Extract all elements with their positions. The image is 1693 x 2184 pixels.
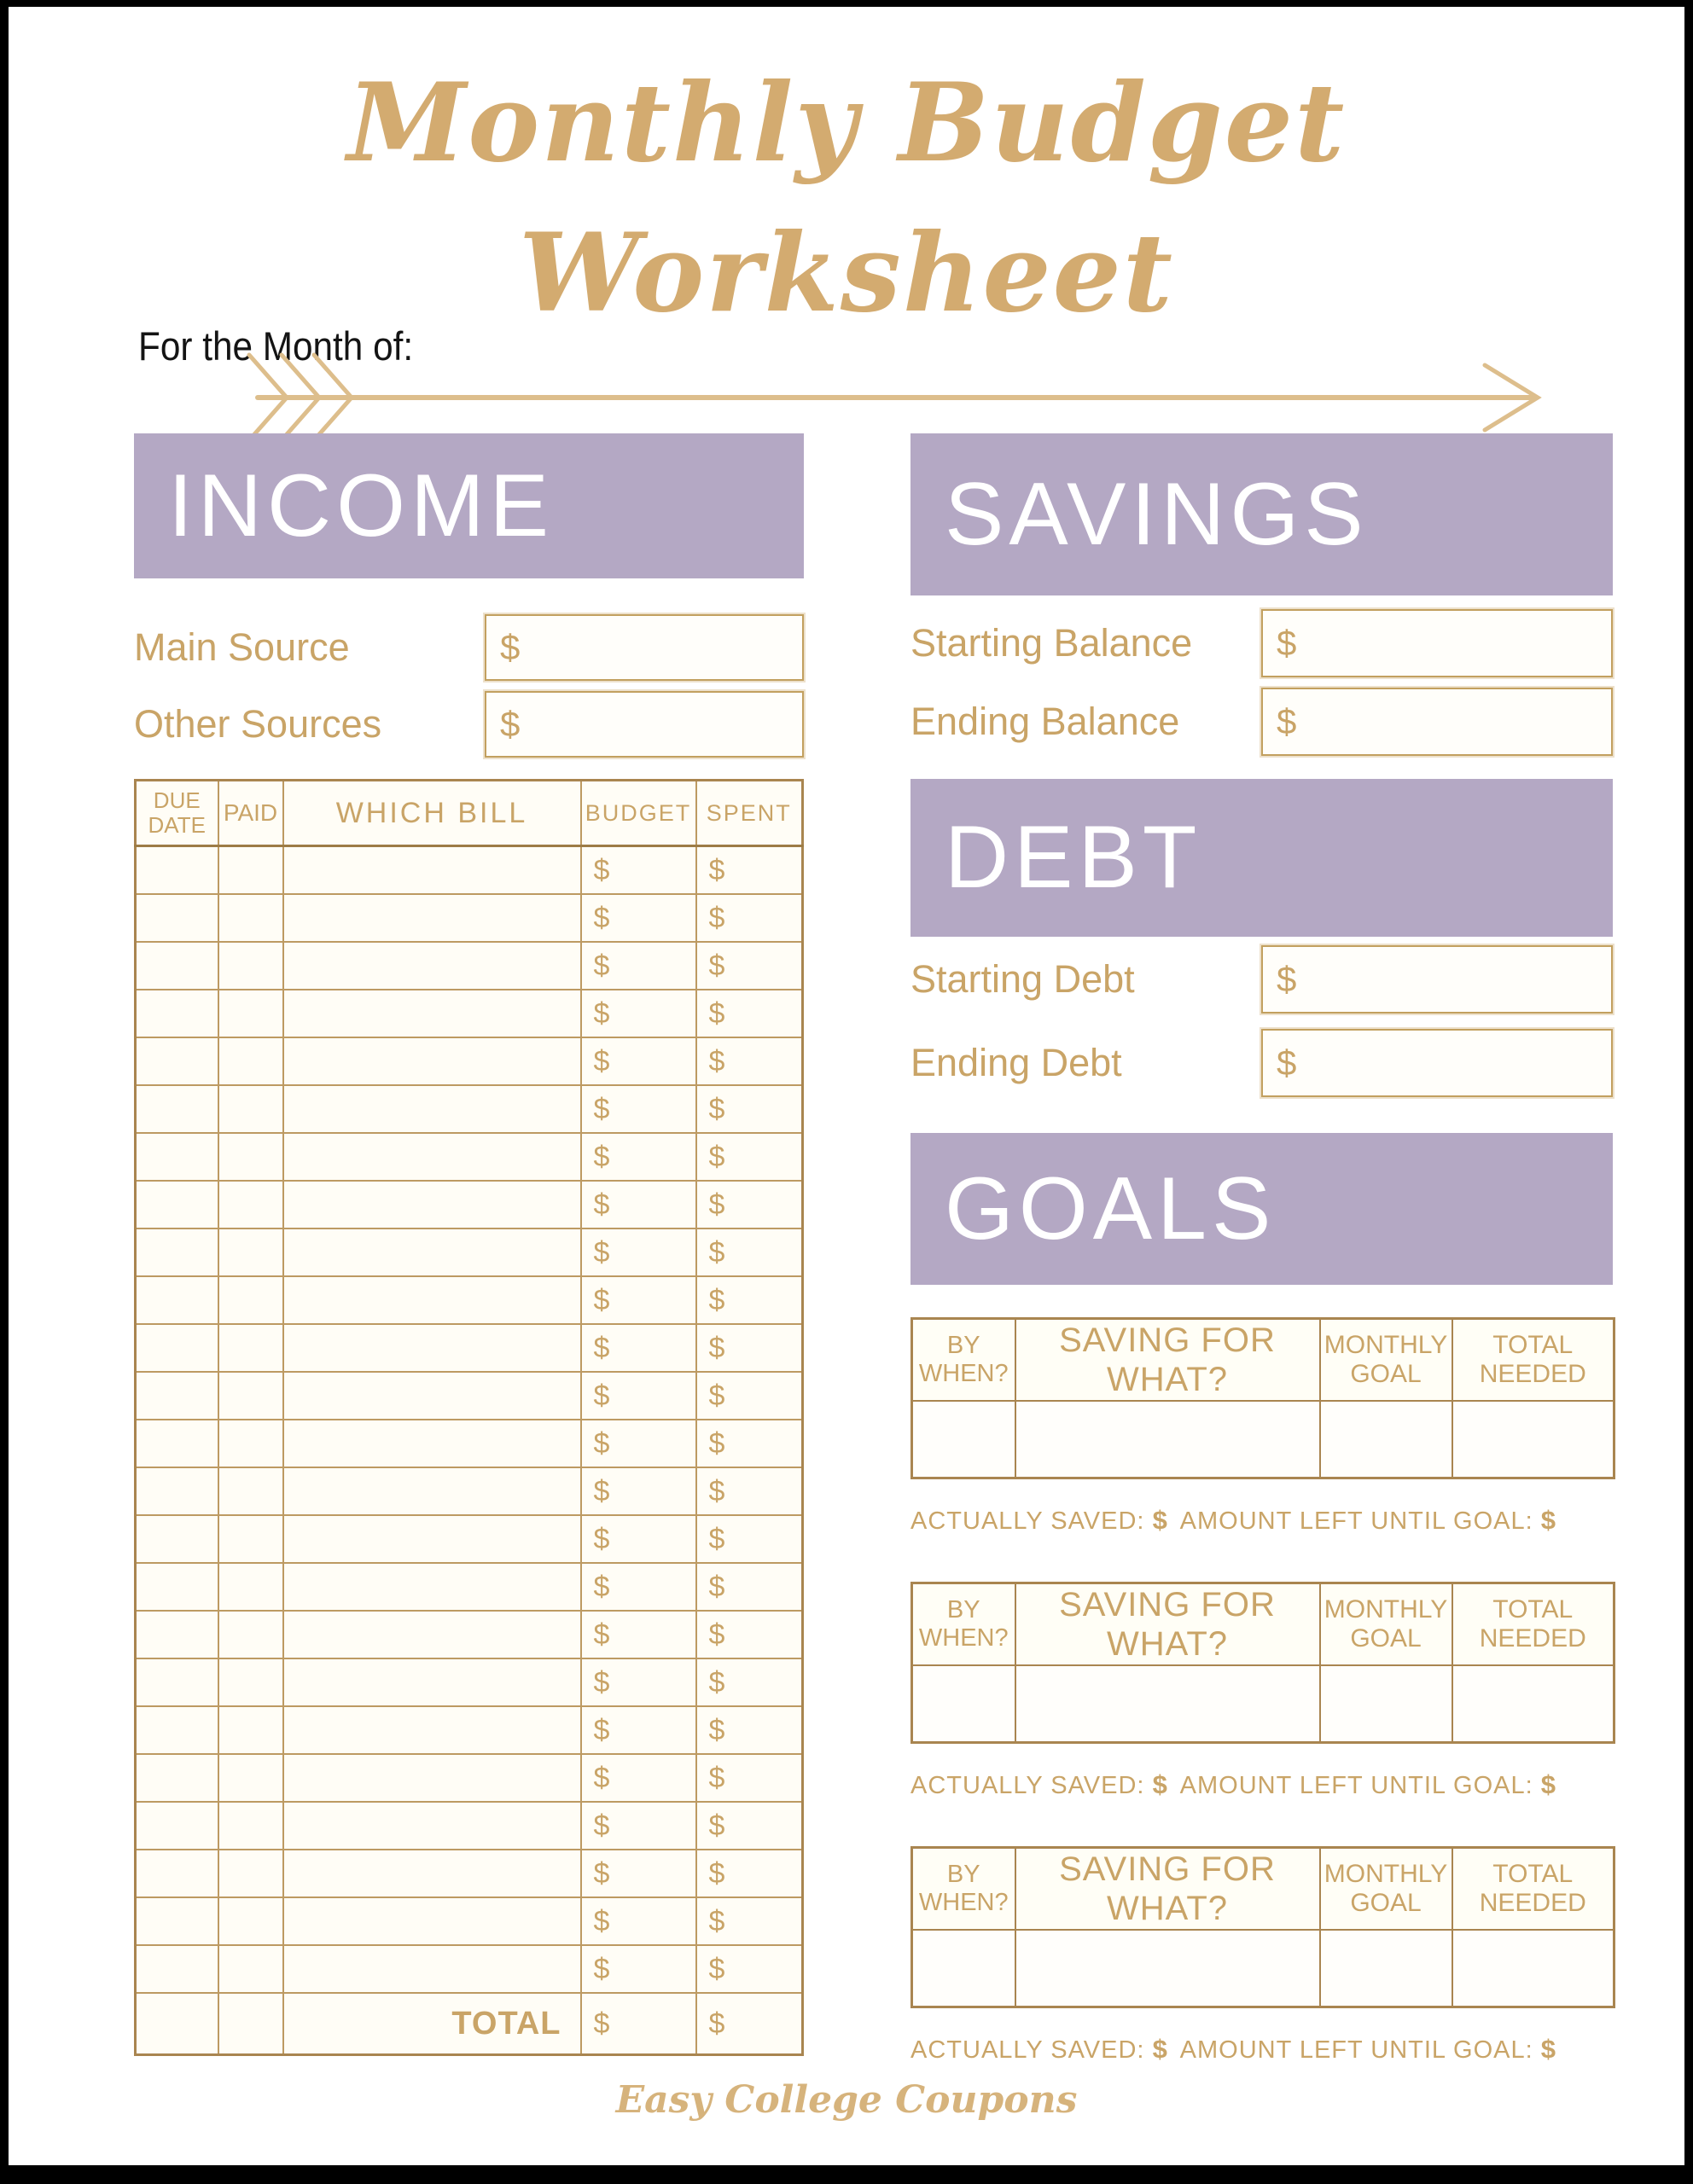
which-bill-cell[interactable]	[283, 1324, 581, 1372]
paid-cell[interactable]	[218, 990, 283, 1037]
spent-cell[interactable]: $	[696, 894, 803, 942]
bill-row	[136, 1133, 803, 1181]
budget-cell[interactable]: $	[581, 846, 696, 895]
budget-cell[interactable]: $	[581, 1706, 696, 1754]
which-bill-cell[interactable]	[283, 1897, 581, 1945]
starting-debt-row	[910, 945, 1613, 1014]
which-bill-cell[interactable]	[283, 1515, 581, 1563]
due-date-cell[interactable]	[136, 1802, 218, 1850]
actually-saved-text	[910, 2034, 1168, 2065]
col-header-by-when: BY WHEN?	[912, 1583, 1015, 1666]
actually-saved-value[interactable]: $	[1152, 1769, 1168, 1799]
budget-cell[interactable]: $	[581, 1467, 696, 1515]
spent-cell[interactable]: $	[696, 1706, 803, 1754]
income-banner	[134, 433, 804, 578]
due-date-cell[interactable]	[136, 1897, 218, 1945]
paid-cell[interactable]	[218, 1611, 283, 1658]
savings-banner	[910, 433, 1613, 595]
paid-cell[interactable]	[218, 1850, 283, 1897]
bill-row	[136, 1706, 803, 1754]
actually-saved-value[interactable]: $	[1152, 1505, 1168, 1535]
savings-banner-label: SAVINGS	[945, 464, 1369, 564]
amount-left-label: AMOUNT LEFT UNTIL GOAL:	[1179, 2036, 1533, 2064]
due-date-cell[interactable]	[136, 990, 218, 1037]
col-header-paid: PAID	[218, 781, 283, 846]
amount-left-value[interactable]: $	[1540, 1505, 1556, 1535]
due-date-cell[interactable]	[136, 1611, 218, 1658]
paid-cell[interactable]	[218, 1133, 283, 1181]
spent-cell[interactable]: $	[696, 1372, 803, 1420]
spent-cell[interactable]: $	[696, 1754, 803, 1802]
starting-debt-input[interactable]	[1261, 945, 1613, 1014]
budget-cell[interactable]: $	[581, 1658, 696, 1706]
col-header-total-needed: TOTAL NEEDED	[1452, 1583, 1614, 1666]
paid-cell[interactable]	[218, 1420, 283, 1467]
paid-cell[interactable]	[218, 1945, 283, 1993]
goal-header-row	[912, 1583, 1614, 1666]
bill-row	[136, 1324, 803, 1372]
which-bill-cell[interactable]	[283, 1706, 581, 1754]
bill-table	[134, 779, 804, 2056]
goal-header-row	[912, 1319, 1614, 1402]
goals-banner	[910, 1133, 1613, 1285]
actually-saved-label: ACTUALLY SAVED:	[910, 2036, 1145, 2064]
due-date-cell[interactable]	[136, 1754, 218, 1802]
which-bill-cell[interactable]	[283, 1085, 581, 1133]
total-budget-cell[interactable]: $	[581, 1993, 696, 2055]
goal-entry-row	[912, 1930, 1614, 2007]
bill-row	[136, 1850, 803, 1897]
bill-row	[136, 1611, 803, 1658]
spent-cell[interactable]: $	[696, 1611, 803, 1658]
which-bill-cell[interactable]	[283, 1133, 581, 1181]
goal-block-1	[910, 1317, 1613, 1536]
budget-cell[interactable]: $	[581, 1276, 696, 1324]
goal-table-3	[910, 1846, 1615, 2008]
actually-saved-text	[910, 1769, 1168, 1800]
due-date-cell[interactable]	[136, 1372, 218, 1420]
saving-for-cell[interactable]	[1015, 1930, 1320, 2007]
dollar-prefix: $	[1277, 1043, 1297, 1083]
which-bill-cell[interactable]	[283, 1563, 581, 1611]
total-needed-cell[interactable]	[1452, 1401, 1614, 1478]
bill-table-header-row	[136, 781, 803, 846]
amount-left-text	[1180, 1769, 1556, 1800]
due-date-cell[interactable]	[136, 894, 218, 942]
budget-cell[interactable]: $	[581, 1037, 696, 1085]
due-date-cell[interactable]	[136, 1324, 218, 1372]
actually-saved-value[interactable]: $	[1152, 2034, 1168, 2064]
due-date-cell[interactable]	[136, 942, 218, 990]
paid-cell[interactable]	[218, 1467, 283, 1515]
debt-banner-label: DEBT	[945, 808, 1202, 907]
amount-left-label: AMOUNT LEFT UNTIL GOAL:	[1179, 1507, 1533, 1535]
bill-row	[136, 990, 803, 1037]
col-header-which-bill: WHICH BILL	[283, 781, 581, 846]
starting-debt-label: Starting Debt	[910, 957, 1135, 1001]
amount-left-text	[1180, 1505, 1556, 1536]
due-date-cell[interactable]	[136, 1420, 218, 1467]
which-bill-cell[interactable]	[283, 1658, 581, 1706]
budget-cell[interactable]: $	[581, 1563, 696, 1611]
budget-cell[interactable]: $	[581, 1945, 696, 1993]
budget-cell[interactable]: $	[581, 1133, 696, 1181]
by-when-cell[interactable]	[912, 1401, 1015, 1478]
which-bill-cell[interactable]	[283, 1228, 581, 1276]
bill-row	[136, 1802, 803, 1850]
spent-cell[interactable]: $	[696, 1897, 803, 1945]
dollar-prefix: $	[1277, 959, 1297, 999]
actually-saved-text	[910, 1505, 1168, 1536]
paid-cell[interactable]	[218, 1085, 283, 1133]
bill-row	[136, 1658, 803, 1706]
spent-cell[interactable]: $	[696, 1467, 803, 1515]
col-header-by-when: BY WHEN?	[912, 1319, 1015, 1402]
other-sources-input[interactable]	[485, 691, 804, 758]
bill-row	[136, 1228, 803, 1276]
bill-row	[136, 894, 803, 942]
col-header-by-when: BY WHEN?	[912, 1848, 1015, 1931]
starting-balance-input[interactable]	[1261, 609, 1613, 677]
paid-cell[interactable]	[218, 1372, 283, 1420]
col-header-total-needed: TOTAL NEEDED	[1452, 1319, 1614, 1402]
col-header-saving-for: SAVING FOR WHAT?	[1015, 1848, 1320, 1931]
due-date-cell[interactable]	[136, 846, 218, 895]
bill-row	[136, 1897, 803, 1945]
debt-banner	[910, 779, 1613, 937]
goal-entry-row	[912, 1401, 1614, 1478]
which-bill-cell[interactable]	[283, 1037, 581, 1085]
actually-saved-label: ACTUALLY SAVED:	[910, 1507, 1145, 1535]
total-needed-cell[interactable]	[1452, 1665, 1614, 1743]
due-date-cell[interactable]	[136, 1085, 218, 1133]
spent-cell[interactable]: $	[696, 1324, 803, 1372]
paid-cell[interactable]	[218, 1993, 283, 2055]
goal-header-row	[912, 1848, 1614, 1931]
budget-cell[interactable]: $	[581, 1897, 696, 1945]
budget-cell[interactable]: $	[581, 1085, 696, 1133]
due-date-cell[interactable]	[136, 1515, 218, 1563]
total-label: TOTAL	[283, 1993, 581, 2055]
main-source-row	[134, 614, 804, 681]
spent-cell[interactable]: $	[696, 1420, 803, 1467]
paid-cell[interactable]	[218, 894, 283, 942]
amount-left-text	[1180, 2034, 1556, 2065]
bill-row	[136, 942, 803, 990]
which-bill-cell[interactable]	[283, 1420, 581, 1467]
due-date-cell[interactable]	[136, 1658, 218, 1706]
due-date-cell[interactable]	[136, 1276, 218, 1324]
budget-cell[interactable]: $	[581, 1324, 696, 1372]
bill-row	[136, 1420, 803, 1467]
which-bill-cell[interactable]	[283, 1945, 581, 1993]
due-date-cell[interactable]	[136, 1993, 218, 2055]
by-when-cell[interactable]	[912, 1665, 1015, 1743]
which-bill-cell[interactable]	[283, 1754, 581, 1802]
col-header-budget: BUDGET	[581, 781, 696, 846]
starting-balance-row	[910, 609, 1613, 677]
paid-cell[interactable]	[218, 1706, 283, 1754]
ending-balance-label: Ending Balance	[910, 700, 1180, 743]
which-bill-cell[interactable]	[283, 1467, 581, 1515]
bill-row	[136, 1563, 803, 1611]
spent-cell[interactable]: $	[696, 1850, 803, 1897]
dollar-prefix: $	[1277, 701, 1297, 741]
spent-cell[interactable]: $	[696, 1658, 803, 1706]
budget-cell[interactable]: $	[581, 894, 696, 942]
col-header-monthly-goal: MONTHLY GOAL	[1320, 1848, 1452, 1931]
spent-cell[interactable]: $	[696, 1515, 803, 1563]
due-date-cell[interactable]	[136, 1037, 218, 1085]
starting-balance-label: Starting Balance	[910, 621, 1193, 665]
which-bill-cell[interactable]	[283, 942, 581, 990]
bill-total-row	[136, 1993, 803, 2055]
due-date-cell[interactable]	[136, 1133, 218, 1181]
due-date-cell[interactable]	[136, 1563, 218, 1611]
ending-balance-row	[910, 688, 1613, 756]
amount-left-value[interactable]: $	[1540, 1769, 1556, 1799]
main-source-input[interactable]	[485, 614, 804, 681]
main-source-label: Main Source	[134, 625, 350, 669]
col-header-due-date: DUE DATE	[136, 781, 218, 846]
goal-stats-2	[910, 1769, 1613, 1800]
bill-row	[136, 1945, 803, 1993]
col-header-monthly-goal: MONTHLY GOAL	[1320, 1583, 1452, 1666]
which-bill-cell[interactable]	[283, 846, 581, 895]
other-sources-row	[134, 691, 804, 758]
paid-cell[interactable]	[218, 1515, 283, 1563]
goals-banner-label: GOALS	[945, 1159, 1277, 1258]
monthly-goal-cell[interactable]	[1320, 1401, 1452, 1478]
bill-row	[136, 1467, 803, 1515]
budget-cell[interactable]: $	[581, 1850, 696, 1897]
income-banner-label: INCOME	[168, 456, 554, 555]
due-date-cell[interactable]	[136, 1945, 218, 1993]
bill-row	[136, 1085, 803, 1133]
budget-cell[interactable]: $	[581, 1611, 696, 1658]
page-title: Monthly Budget Worksheet	[346, 60, 1347, 337]
ending-debt-row	[910, 1029, 1613, 1097]
dollar-prefix: $	[500, 627, 521, 667]
which-bill-cell[interactable]	[283, 1372, 581, 1420]
total-spent-cell[interactable]: $	[696, 1993, 803, 2055]
budget-cell[interactable]: $	[581, 1372, 696, 1420]
bill-table-body	[136, 846, 803, 1994]
which-bill-cell[interactable]	[283, 1611, 581, 1658]
saving-for-cell[interactable]	[1015, 1401, 1320, 1478]
which-bill-cell[interactable]	[283, 1802, 581, 1850]
bill-row	[136, 1515, 803, 1563]
col-header-saving-for: SAVING FOR WHAT?	[1015, 1583, 1320, 1666]
by-when-cell[interactable]	[912, 1930, 1015, 2007]
due-date-cell[interactable]	[136, 1228, 218, 1276]
which-bill-cell[interactable]	[283, 1850, 581, 1897]
bill-row	[136, 1276, 803, 1324]
spent-cell[interactable]: $	[696, 1037, 803, 1085]
budget-cell[interactable]: $	[581, 1754, 696, 1802]
spent-cell[interactable]: $	[696, 1181, 803, 1228]
dollar-prefix: $	[500, 704, 521, 744]
goal-entry-row	[912, 1665, 1614, 1743]
paid-cell[interactable]	[218, 846, 283, 895]
bill-row	[136, 846, 803, 895]
due-date-cell[interactable]	[136, 1181, 218, 1228]
actually-saved-label: ACTUALLY SAVED:	[910, 1772, 1145, 1799]
paid-cell[interactable]	[218, 1181, 283, 1228]
due-date-cell[interactable]	[136, 1706, 218, 1754]
budget-cell[interactable]: $	[581, 1181, 696, 1228]
other-sources-label: Other Sources	[134, 702, 382, 746]
which-bill-cell[interactable]	[283, 1181, 581, 1228]
which-bill-cell[interactable]	[283, 1276, 581, 1324]
spent-cell[interactable]: $	[696, 942, 803, 990]
goal-table-2	[910, 1582, 1615, 1744]
bill-row	[136, 1754, 803, 1802]
bill-row	[136, 1372, 803, 1420]
bill-row	[136, 1037, 803, 1085]
monthly-goal-cell[interactable]	[1320, 1930, 1452, 2007]
paid-cell[interactable]	[218, 1897, 283, 1945]
amount-left-value[interactable]: $	[1540, 2034, 1556, 2064]
goal-stats-3	[910, 2034, 1613, 2065]
paid-cell[interactable]	[218, 1563, 283, 1611]
ending-balance-input[interactable]	[1261, 688, 1613, 756]
total-needed-cell[interactable]	[1452, 1930, 1614, 2007]
ending-debt-label: Ending Debt	[910, 1041, 1122, 1084]
col-header-spent: SPENT	[696, 781, 803, 846]
budget-cell[interactable]: $	[581, 1515, 696, 1563]
paid-cell[interactable]	[218, 1754, 283, 1802]
bill-row	[136, 1181, 803, 1228]
spent-cell[interactable]: $	[696, 846, 803, 895]
paid-cell[interactable]	[218, 1228, 283, 1276]
goal-block-2	[910, 1582, 1613, 1800]
due-date-cell[interactable]	[136, 1467, 218, 1515]
monthly-goal-cell[interactable]	[1320, 1665, 1452, 1743]
budget-cell[interactable]: $	[581, 990, 696, 1037]
brand-footer: Easy College Coupons	[615, 2078, 1078, 2122]
spent-cell[interactable]: $	[696, 1276, 803, 1324]
spent-cell[interactable]: $	[696, 1802, 803, 1850]
ending-debt-input[interactable]	[1261, 1029, 1613, 1097]
budget-cell[interactable]: $	[581, 942, 696, 990]
goal-table-1	[910, 1317, 1615, 1479]
paid-cell[interactable]	[218, 1802, 283, 1850]
goal-stats-1	[910, 1505, 1613, 1536]
paid-cell[interactable]	[218, 942, 283, 990]
dollar-prefix: $	[1277, 623, 1297, 663]
budget-cell[interactable]: $	[581, 1420, 696, 1467]
spent-cell[interactable]: $	[696, 1228, 803, 1276]
budget-cell[interactable]: $	[581, 1802, 696, 1850]
budget-cell[interactable]: $	[581, 1228, 696, 1276]
amount-left-label: AMOUNT LEFT UNTIL GOAL:	[1179, 1772, 1533, 1799]
which-bill-cell[interactable]	[283, 990, 581, 1037]
paid-cell[interactable]	[218, 1658, 283, 1706]
paid-cell[interactable]	[218, 1276, 283, 1324]
which-bill-cell[interactable]	[283, 894, 581, 942]
spent-cell[interactable]: $	[696, 990, 803, 1037]
spent-cell[interactable]: $	[696, 1945, 803, 1993]
col-header-saving-for: SAVING FOR WHAT?	[1015, 1319, 1320, 1402]
due-date-cell[interactable]	[136, 1850, 218, 1897]
spent-cell[interactable]: $	[696, 1133, 803, 1181]
col-header-monthly-goal: MONTHLY GOAL	[1320, 1319, 1452, 1402]
goal-block-3	[910, 1846, 1613, 2065]
spent-cell[interactable]: $	[696, 1563, 803, 1611]
col-header-total-needed: TOTAL NEEDED	[1452, 1848, 1614, 1931]
paid-cell[interactable]	[218, 1037, 283, 1085]
paid-cell[interactable]	[218, 1324, 283, 1372]
saving-for-cell[interactable]	[1015, 1665, 1320, 1743]
month-label: For the Month of:	[138, 323, 414, 369]
spent-cell[interactable]: $	[696, 1085, 803, 1133]
